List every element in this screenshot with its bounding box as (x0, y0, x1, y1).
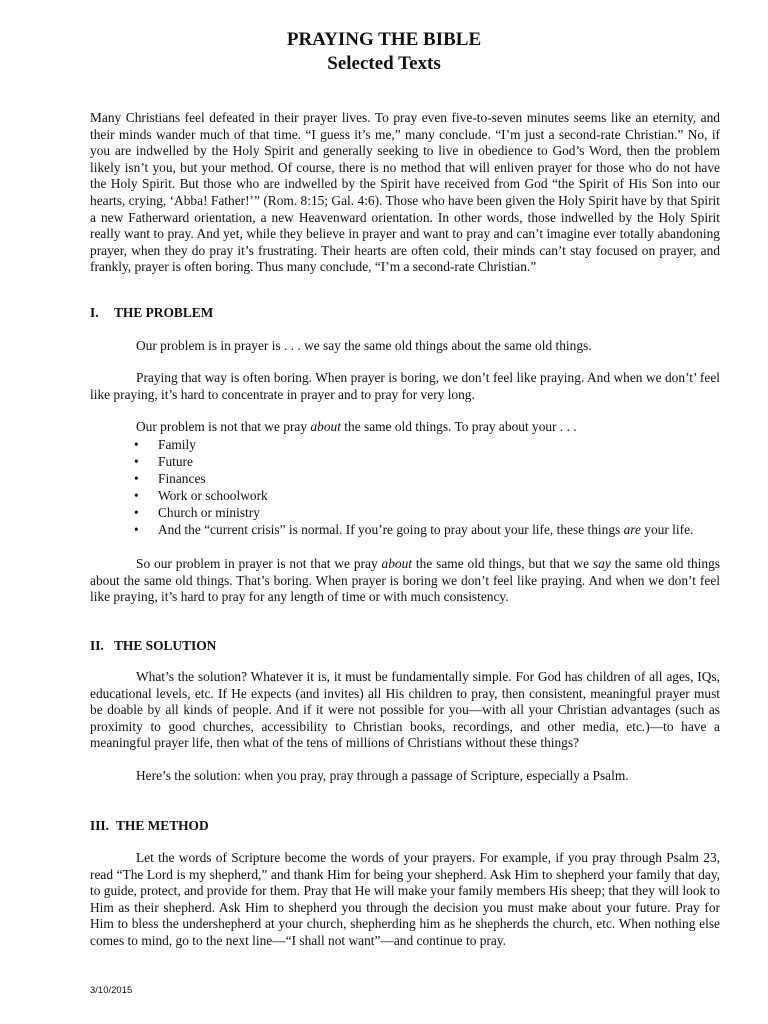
problem-paragraph-3 (90, 419, 720, 436)
section-number: I. (90, 305, 99, 320)
list-item (90, 521, 720, 538)
document-subtitle: Selected Texts (327, 53, 441, 74)
list-item (90, 504, 720, 521)
problem-paragraph-2: Praying that way is often boring. When prayer is boring, we don’t feel like praying. And when we don’t’ feel like praying, it’s hard to concentrate in prayer and to pray for very long. (90, 370, 720, 402)
solution-paragraph-2: Here’s the solution: when you pray, pray through a passage of Scripture, especially a Psalm. (136, 768, 629, 783)
section-title: THE METHOD (116, 818, 209, 833)
problem-paragraph-1: Our problem is in prayer is . . . we say the same old things about the same old things. (136, 338, 592, 353)
section-heading-problem (90, 305, 213, 321)
list-item (90, 487, 720, 504)
section-heading-method (90, 818, 209, 834)
bullet-list (90, 436, 720, 538)
text-run: your life. (640, 522, 694, 537)
list-item-text: Work or schoolwork (158, 488, 268, 503)
text-run: Our problem is not that we pray (136, 419, 311, 434)
list-item (90, 453, 720, 470)
text-run: So our problem in prayer is not that we pray (136, 556, 382, 571)
text-run: the same old things, but that we (412, 556, 593, 571)
text-run: the same old things. To pray about your . . . (340, 419, 577, 434)
bullet-icon: • (134, 522, 139, 537)
section-title: THE SOLUTION (114, 638, 217, 653)
emphasis-text: about (381, 556, 413, 571)
list-item (90, 436, 720, 453)
list-item-text: Church or ministry (158, 505, 260, 520)
intro-paragraph: Many Christians feel defeated in their prayer lives. To pray even five-to-seven minutes seems like an eternity, and their minds wander much of that time. “I guess it’s me,” many conclude. “I’m just a second-rate Christian.” No, if you are indwelled by the Holy Spirit and generally seeking to live in obedience to God’s Word, then the problem likely isn’t you, but your method. Of course, there is no method that will enliven prayer for those who do not have the Holy Spirit. But those who are indwelled by the Spirit have received from God “the Spirit of His Son into our hearts, crying, ‘Abba! Father!’” (Rom. 8:15; Gal. 4:6). Those who have been given the Holy Spirit have by that Spirit a new Fatherward orientation, a new Heavenward orientation. In other words, those indwelled by the Holy Spirit really want to pray. And yet, while they believe in prayer and want to pray and can’t imagine ever totally abandoning prayer, when they do pray it’s frustrating. Their hearts are often cold, their minds can’t stay focused on prayer, and frankly, prayer is often boring. Thus many conclude, “I’m a second-rate Christian.” (90, 110, 720, 275)
bullet-icon: • (134, 471, 139, 486)
bullet-icon: • (134, 505, 139, 520)
method-paragraph-1: Let the words of Scripture become the words of your prayers. For example, if you pray through Psalm 23, read “The Lord is my shepherd,” and thank Him for being your shepherd. Ask Him to shepherd your family that day, to guide, protect, and provide for them. Pray that He will make your family members His sheep; that they will look to Him as their shepherd. Ask Him to shepherd you through the decision you must make about your future. Pray for Him to bless the undershepherd at your church, shepherding him as he shepherds the church, etc. When nothing else comes to mind, go to the next line—“I shall not want”—and continue to pray. (90, 850, 720, 948)
emphasis-text: about (310, 419, 341, 434)
problem-paragraph-4 (90, 556, 720, 606)
list-item-text: Finances (158, 471, 206, 486)
emphasis-text: are (623, 522, 641, 537)
bullet-icon: • (134, 437, 139, 452)
solution-paragraph-1: What’s the solution? Whatever it is, it must be fundamentally simple. For God has children of all ages, IQs, educational levels, etc. If He expects (and invites) all His children to pray, then consistent, meaningful prayer must be doable by all kinds of people. And if it were not possible for you—with all your Christian advantages (such as proximity to good churches, accessibility to Christian books, recordings, and other media, etc.)—to have a meaningful prayer life, then what of the tens of millions of Christians without these things? (90, 669, 720, 751)
section-title: THE PROBLEM (114, 305, 214, 320)
text-run: And the “current crisis” is normal. If you’re going to pray about your life, these things (158, 522, 624, 537)
list-item-text: Family (158, 437, 196, 452)
footer-date: 3/10/2015 (90, 985, 133, 996)
list-item (90, 470, 720, 487)
section-number: II. (90, 638, 104, 653)
emphasis-text: say (592, 556, 611, 571)
bullet-icon: • (134, 488, 139, 503)
section-heading-solution (90, 638, 216, 654)
list-item-text: Future (158, 454, 193, 469)
document-title: PRAYING THE BIBLE (286, 29, 482, 50)
text-run: the same old things about the same old things. That’s boring. When prayer is boring we don’t feel like praying. And when we don’t feel like praying, it’s hard to pray for any length of time or with much consistency. (90, 556, 721, 605)
section-number: III. (90, 818, 109, 833)
bullet-icon: • (134, 454, 139, 469)
